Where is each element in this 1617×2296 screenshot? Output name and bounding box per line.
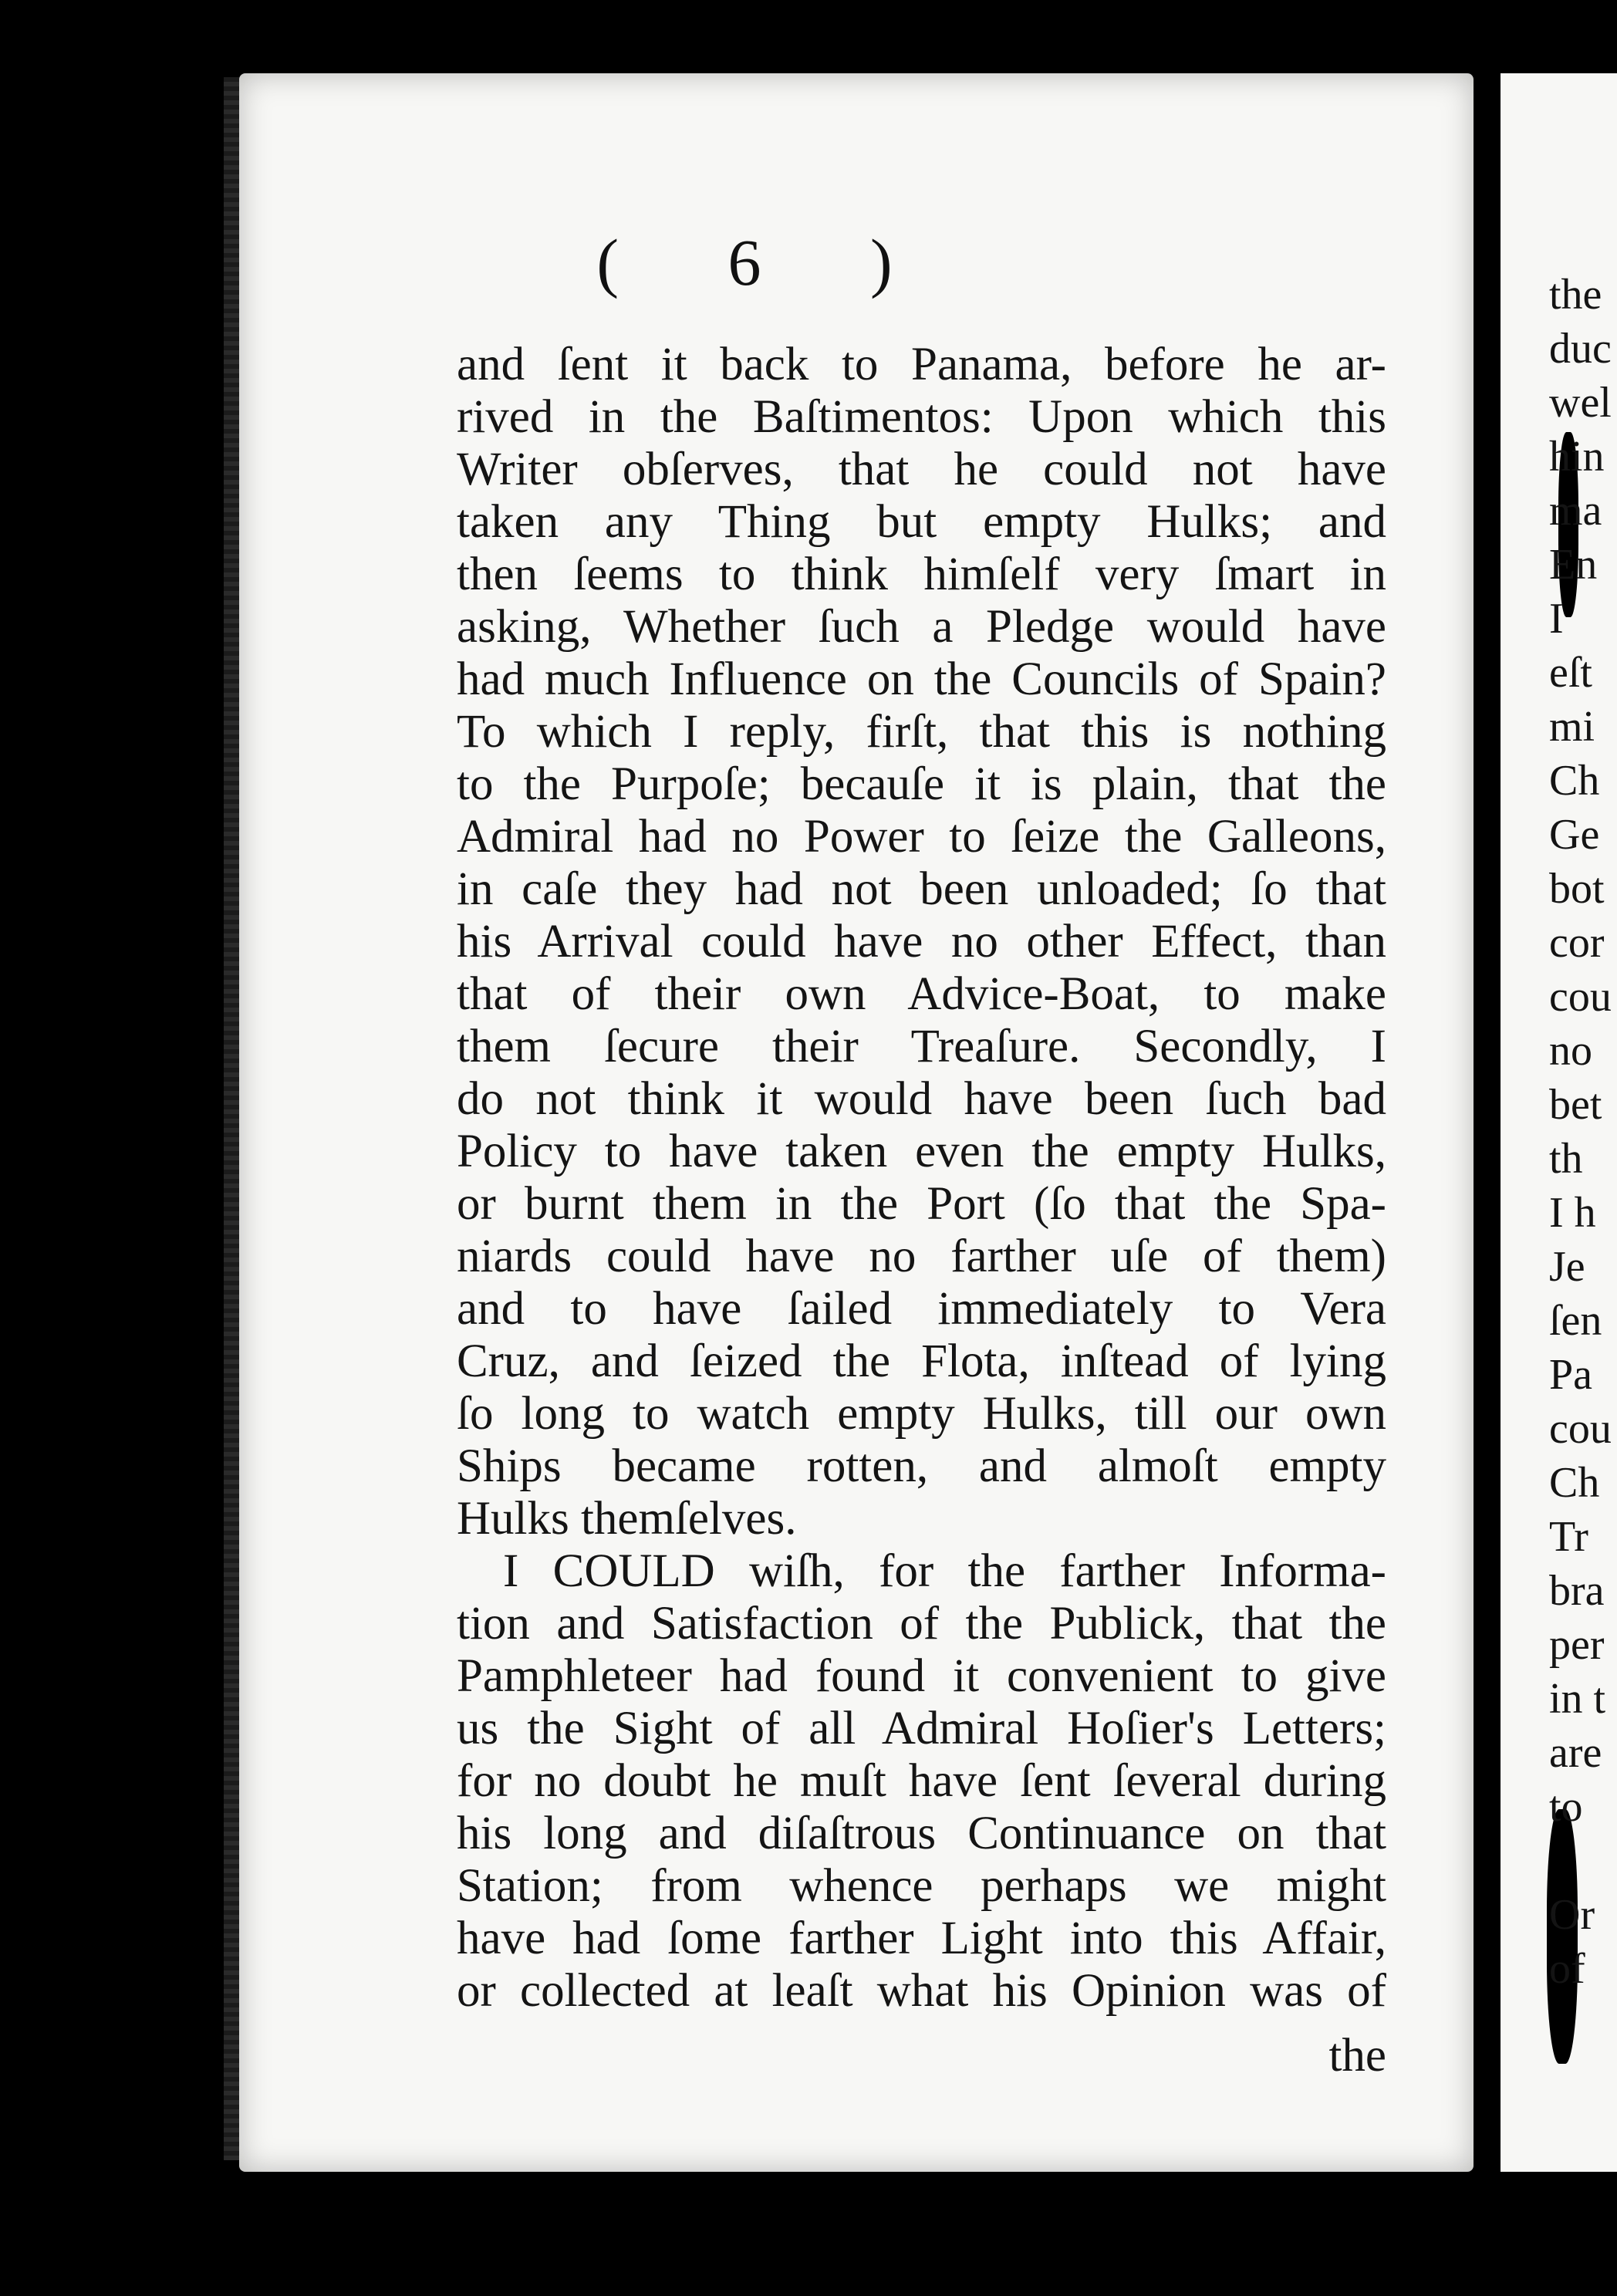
facing-text-fragment: in t <box>1549 1675 1606 1723</box>
text-line: I COULD wiſh, for the farther Informa- <box>503 1545 1386 1597</box>
facing-text-fragment: the <box>1549 271 1602 319</box>
facing-text-fragment: are <box>1549 1729 1602 1777</box>
text-line: to the Purpoſe; becauſe it is plain, that the <box>457 758 1386 810</box>
facing-text-fragment: Or <box>1549 1891 1595 1939</box>
facing-text-fragment: I h <box>1549 1189 1596 1237</box>
catchword: the <box>1328 2030 1386 2082</box>
text-line: his long and diſaſtrous Continuance on that <box>457 1808 1386 1859</box>
text-line: niards could have no farther uſe of them) <box>457 1231 1386 1282</box>
facing-text-fragment: wel <box>1549 379 1612 427</box>
facing-text-fragment: Ge <box>1549 811 1600 859</box>
facing-text-fragment: duc <box>1549 325 1612 373</box>
text-line: them ſecure their Treaſure. Secondly, I <box>457 1021 1386 1072</box>
text-line: then ſeems to think himſelf very ſmart in <box>457 549 1386 600</box>
text-line: To which I reply, firſt, that this is nothing <box>457 706 1386 758</box>
facing-text-fragment: I <box>1549 595 1564 643</box>
facing-text-fragment: bot <box>1549 865 1605 913</box>
facing-text-fragment: mi <box>1549 703 1595 751</box>
facing-text-fragment: cor <box>1549 919 1605 967</box>
facing-text-fragment: Tr <box>1549 1513 1588 1561</box>
text-line: had much Influence on the Councils of Spain? <box>457 653 1386 705</box>
text-line: ſo long to watch empty Hulks, till our own <box>457 1388 1386 1440</box>
facing-text-fragment: cou <box>1549 973 1612 1021</box>
text-line: and ſent it back to Panama, before he ar- <box>457 339 1386 390</box>
text-line: taken any Thing but empty Hulks; and <box>457 496 1386 548</box>
text-line: Admiral had no Power to ſeize the Galleons, <box>457 811 1386 863</box>
facing-text-fragment: En <box>1549 541 1598 589</box>
text-line: his Arrival could have no other Effect, than <box>457 916 1386 967</box>
text-line: and to have ſailed immediately to Vera <box>457 1283 1386 1335</box>
facing-text-fragment: th <box>1549 1135 1583 1183</box>
text-line: or collected at leaſt what his Opinion was of <box>457 1965 1386 2017</box>
facing-text-fragment: of <box>1549 1945 1585 1993</box>
page-number-header: ( 6 ) <box>596 225 939 299</box>
facing-text-fragment: Pa <box>1549 1351 1592 1399</box>
text-line: rived in the Baſtimentos: Upon which this <box>457 391 1386 443</box>
facing-text-fragment: ſen <box>1549 1297 1602 1345</box>
text-line: do not think it would have been ſuch bad <box>457 1073 1386 1125</box>
facing-text-fragment: Ch <box>1549 757 1600 805</box>
facing-text-fragment: bet <box>1549 1081 1602 1129</box>
text-line: Ships became rotten, and almoſt empty <box>457 1440 1386 1492</box>
facing-text-fragment: per <box>1549 1621 1605 1669</box>
facing-text-fragment: cou <box>1549 1405 1612 1453</box>
text-line: Writer obſerves, that he could not have <box>457 444 1386 495</box>
facing-text-fragment: no <box>1549 1027 1592 1075</box>
text-line: in caſe they had not been unloaded; ſo that <box>457 863 1386 915</box>
facing-text-fragment: ma <box>1549 487 1602 535</box>
text-line: us the Sight of all Admiral Hoſier's Letters; <box>457 1703 1386 1754</box>
text-line: Hulks themſelves. <box>457 1493 797 1545</box>
text-line: Pamphleteer had found it convenient to give <box>457 1650 1386 1702</box>
text-line: Station; from whence perhaps we might <box>457 1860 1386 1912</box>
facing-text-fragment: eſt <box>1549 649 1592 697</box>
facing-text-fragment: Je <box>1549 1243 1585 1291</box>
facing-text-fragment: bra <box>1549 1567 1605 1615</box>
text-line: have had ſome farther Light into this Affair, <box>457 1913 1386 1964</box>
text-line: Cruz, and ſeized the Flota, inſtead of lying <box>457 1335 1386 1387</box>
text-line: Policy to have taken even the empty Hulks, <box>457 1126 1386 1177</box>
text-line: tion and Satisfaction of the Publick, that the <box>457 1598 1386 1649</box>
text-line: for no doubt he muſt have ſent ſeveral during <box>457 1755 1386 1807</box>
facing-text-fragment: hin <box>1549 433 1605 481</box>
text-line: that of their own Advice-Boat, to make <box>457 968 1386 1020</box>
text-line: asking, Whether ſuch a Pledge would have <box>457 601 1386 653</box>
facing-text-fragment: Ch <box>1549 1459 1600 1507</box>
text-line: or burnt them in the Port (ſo that the Spa- <box>457 1178 1386 1230</box>
facing-text-fragment: to <box>1549 1783 1583 1831</box>
